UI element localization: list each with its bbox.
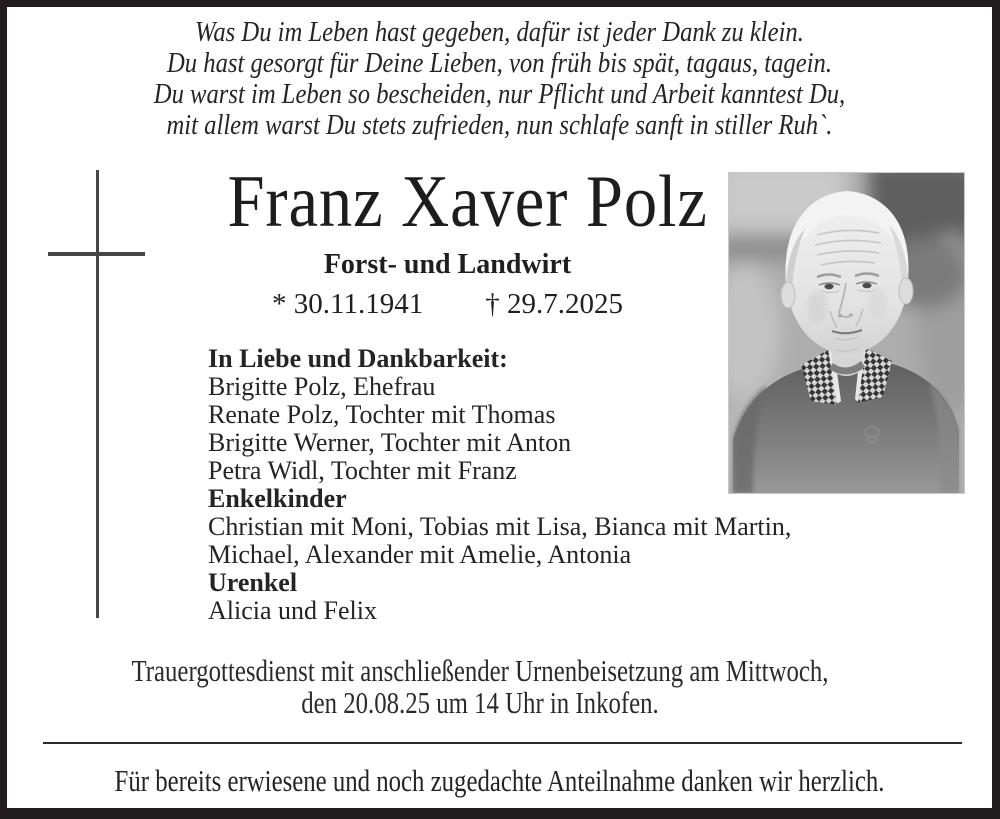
death-date: † 29.7.2025 (485, 288, 623, 320)
service-line: den 20.08.25 um 14 Uhr in Inkofen. (301, 685, 659, 720)
birth-date: * 30.11.1941 (272, 288, 424, 320)
portrait-photo (728, 172, 965, 494)
cross-icon (48, 252, 145, 256)
poem-line: mit allem warst Du stets zufrieden, nun schlafe sanft in stiller Ruh`. (166, 110, 833, 141)
obituary-inner (7, 7, 992, 808)
poem-line: Was Du im Leben hast gegeben, dafür ist jeder Dank zu klein. (195, 17, 804, 48)
mourners-intro: In Liebe und Dankbarkeit: (208, 344, 508, 373)
thanks-line: Für bereits erwiesene und noch zugedachte Anteilnahme danken wir herzlich. (114, 763, 885, 798)
great-grandchildren-line: Alicia und Felix (208, 596, 377, 625)
life-dates (203, 287, 692, 321)
grandchildren-line: Christian mit Moni, Tobias mit Lisa, Bianca mit Martin, (208, 512, 792, 541)
poem-line: Du hast gesorgt für Deine Lieben, von früh bis spät, tagaus, tagein. (166, 48, 833, 79)
deceased-occupation: Forst- und Landwirt (323, 249, 572, 280)
mourner-line: Petra Widl, Tochter mit Franz (208, 456, 517, 485)
cross-icon (96, 170, 99, 618)
service-announcement (7, 655, 953, 719)
portrait-illustration (729, 173, 964, 493)
memorial-poem (7, 17, 992, 141)
mourner-line: Renate Polz, Tochter mit Thomas (208, 400, 556, 429)
deceased-name: Franz Xaver Polz (227, 161, 708, 243)
grandchildren-line: Michael, Alexander mit Amelie, Antonia (208, 540, 632, 569)
great-grandchildren-label: Urenkel (208, 568, 298, 597)
service-line: Trauergottesdienst mit anschließender Urnenbeisetzung am Mittwoch, (131, 653, 829, 688)
divider-line (43, 742, 962, 744)
mourner-line: Brigitte Polz, Ehefrau (208, 372, 436, 401)
poem-line: Du warst im Leben so bescheiden, nur Pflicht und Arbeit kanntest Du, (153, 79, 846, 110)
deceased-header (203, 161, 708, 321)
mourner-line: Brigitte Werner, Tochter mit Anton (208, 428, 572, 457)
grandchildren-label: Enkelkinder (208, 484, 347, 513)
mourners-list (208, 345, 791, 625)
